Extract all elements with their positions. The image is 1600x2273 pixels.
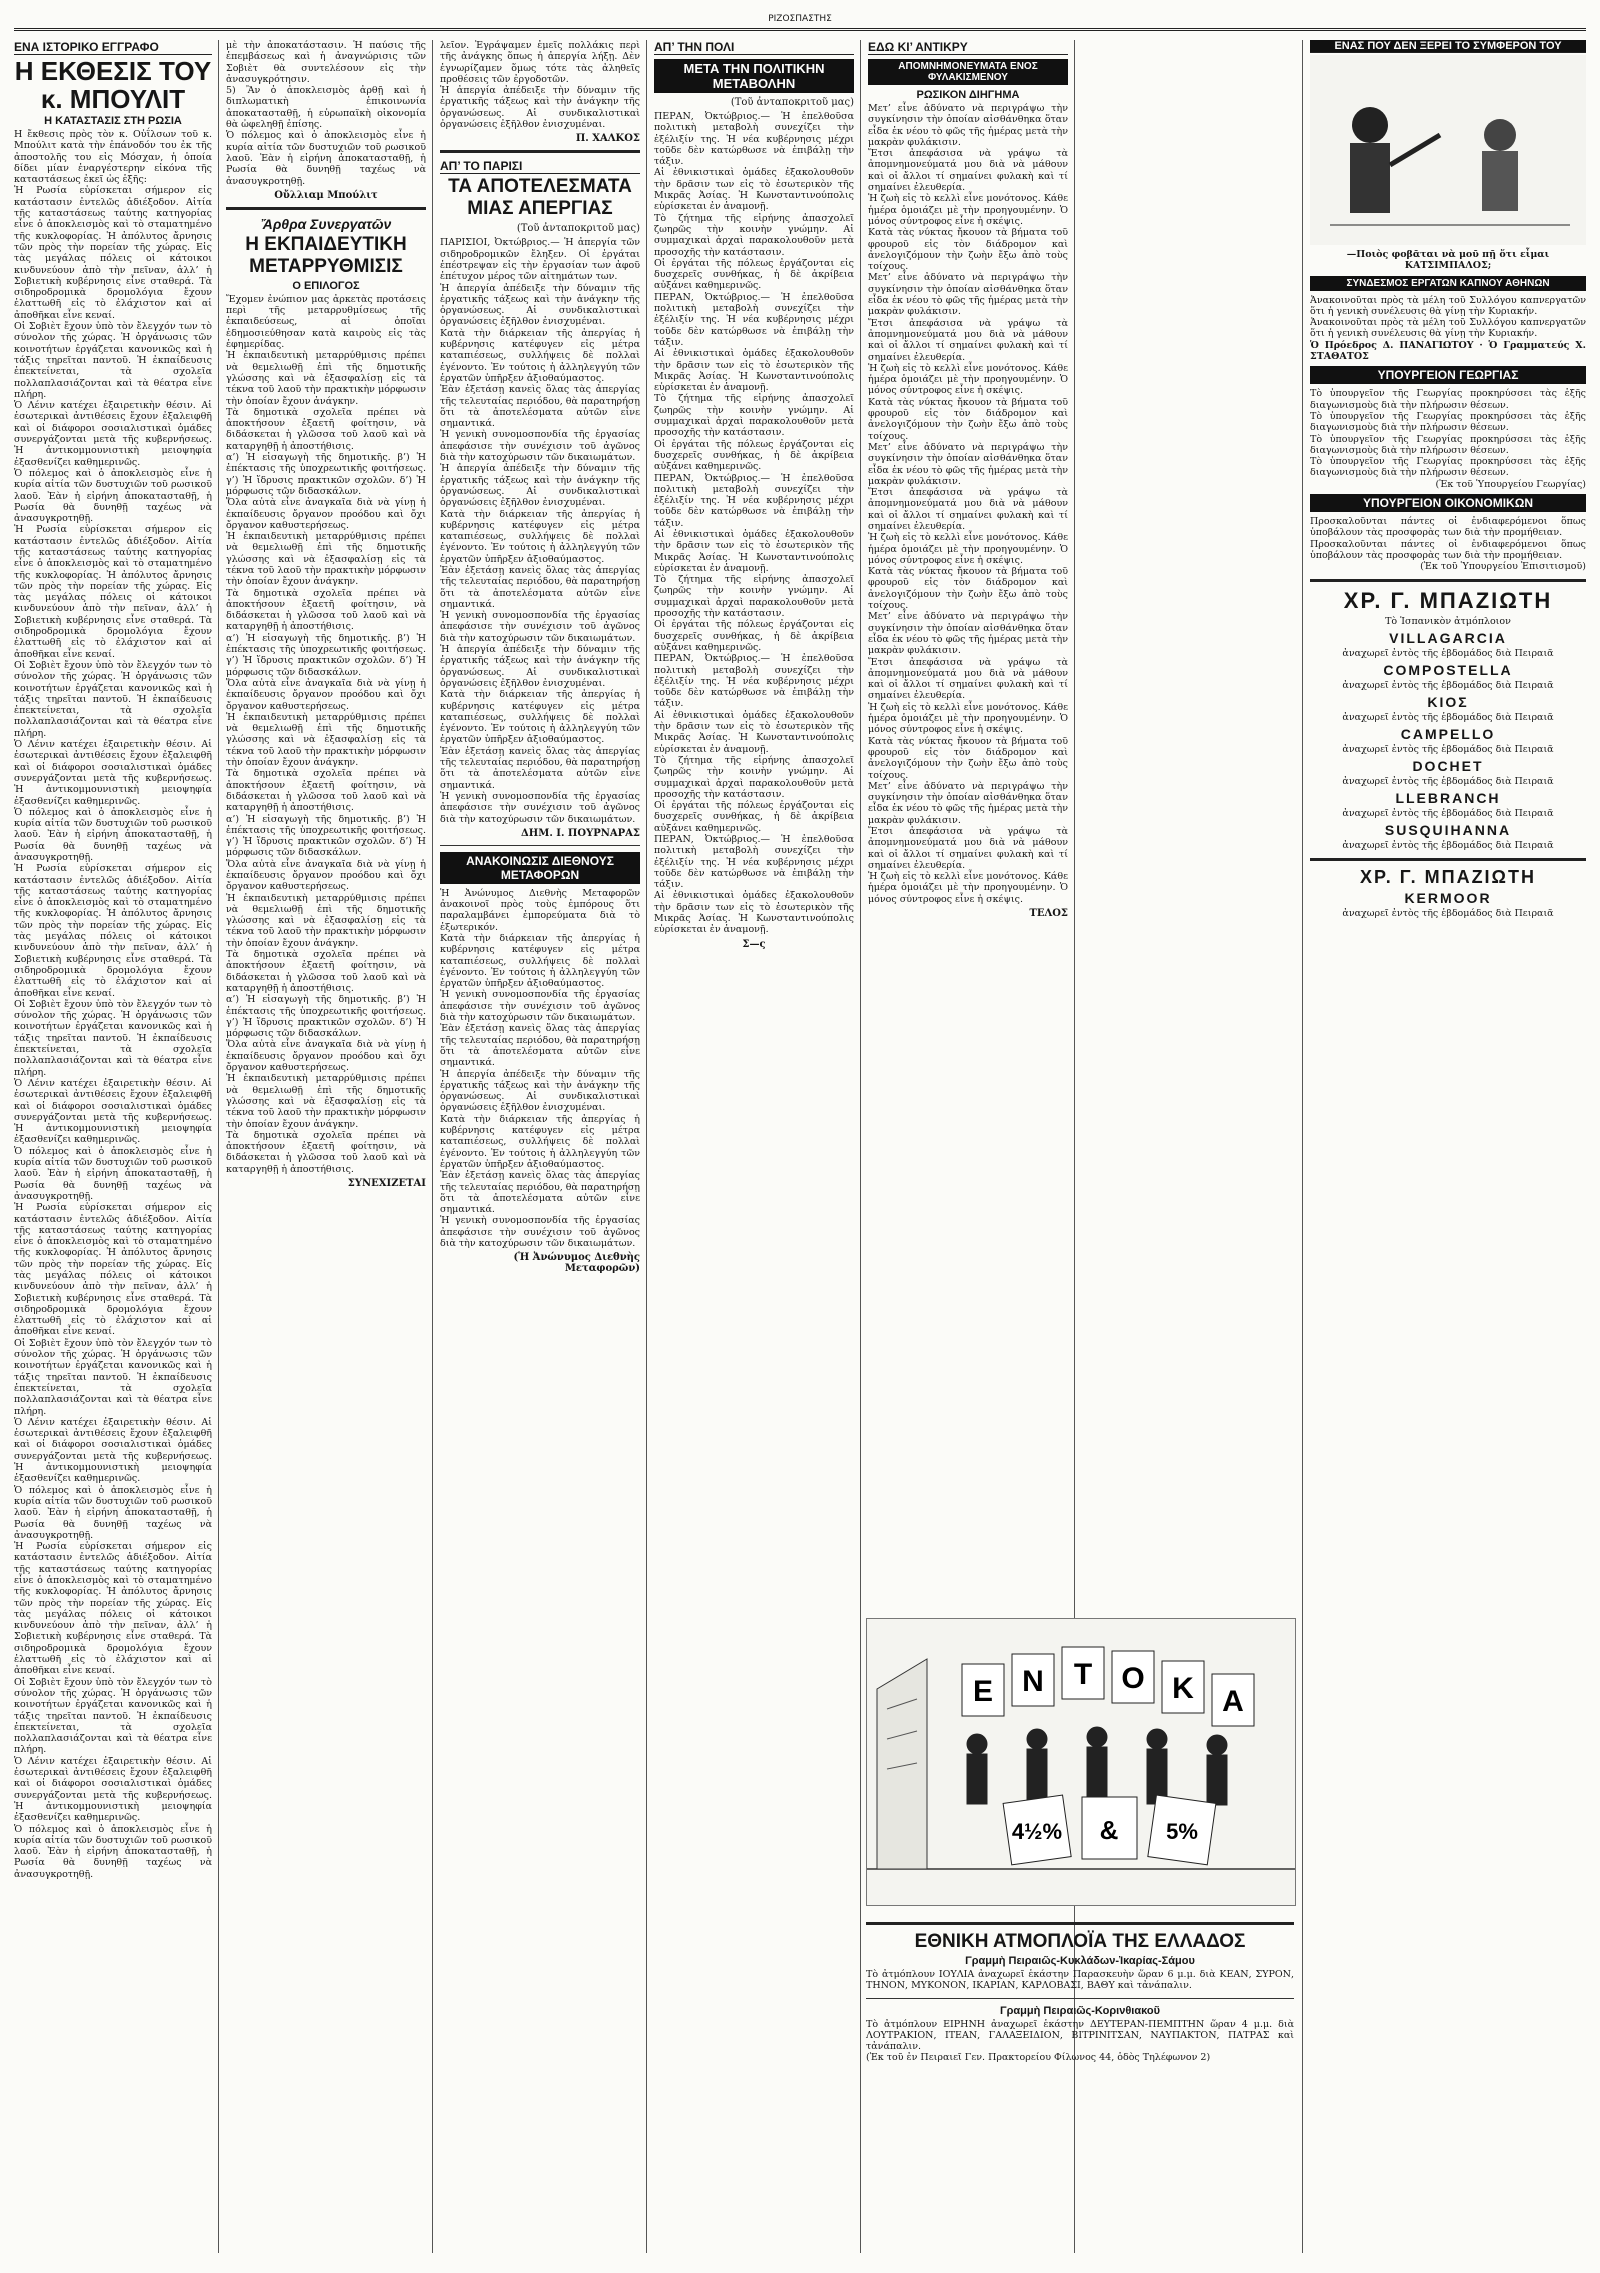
- correspondent: (Τοῦ ἀνταποκριτοῦ μας): [516, 223, 640, 235]
- flag-letter: K: [1172, 1672, 1194, 1705]
- ship-note: ἀναχωρεῖ ἐντὸς τῆς ἑβδομάδος διὰ Πειραιᾶ: [1342, 839, 1554, 851]
- headline: Η ΕΚΘΕΣΙΣ ΤΟΥ κ. ΜΠΟΥΛΙΤ: [14, 56, 212, 114]
- column-rule: [432, 40, 433, 2253]
- paragraph: Ὅλα αὐτὰ εἶνε ἀναγκαῖα διὰ νὰ γίνῃ ἡ ἐκπαίδευσις ὄργανον προόδου καὶ ὄχι ὄργανον καθυστερήσεως.: [226, 497, 426, 531]
- paragraph: Τὸ ἀτμόπλουν ΙΟΥΛΙΑ ἀναχωρεῖ ἑκάστην Παρασκευὴν ὥραν 6 μ.μ. διὰ ΚΕΑΝ, ΣΥΡΟΝ, ΤΗΝΟΝ, ΜΥΚΟΝΟΝ, ΙΚΑΡΙΑΝ, ΚΑΡΛΟΒΑΣΙ, ΒΑΘΥ καὶ τἀνάπαλιν.: [866, 1969, 1294, 1992]
- paragraph: Ἡ ἐκπαιδευτικὴ μεταρρύθμισις πρέπει νὰ θεμελιωθῇ ἐπὶ τῆς δημοτικῆς γλώσσης καὶ νὰ ἐξασφαλίσῃ εἰς τὰ τέκνα τοῦ λαοῦ τὴν πρακτικὴν μόρφωσιν τὴν ὁποίαν ἔχουν ἀνάγκην.: [226, 892, 426, 949]
- article-prisoner-memoirs: [868, 40, 1068, 1573]
- paragraph: Ὁ πόλεμος καὶ ὁ ἀποκλεισμὸς εἶνε ἡ κυρία αἰτία τῶν δυστυχιῶν τοῦ ρωσικοῦ λαοῦ. Ἐὰν ἡ εἰρήνη ἀποκατασταθῇ, ἡ Ρωσία θὰ δυνηθῇ ταχέως νὰ ἀνασυγκροτηθῇ.: [14, 1145, 212, 1202]
- paragraph: Αἱ ἐθνικιστικαὶ ὁμάδες ἐξακολουθοῦν τὴν δρᾶσιν των εἰς τὸ ἐσωτερικὸν τῆς Μικρᾶς Ἀσίας. Ἡ Κωνσταντινούπολις εὑρίσκεται ἐν ἀναμονῇ.: [654, 348, 854, 394]
- right-cartoon-drawing: [1310, 55, 1586, 245]
- paragraph: Αἱ ἐθνικιστικαὶ ὁμάδες ἐξακολουθοῦν τὴν δρᾶσιν των εἰς τὸ ἐσωτερικὸν τῆς Μικρᾶς Ἀσίας. Ἡ Κωνσταντινούπολις εὑρίσκεται ἐν ἀναμονῇ.: [654, 709, 854, 755]
- paragraph: Ὁ Λένιν κατέχει ἐξαιρετικὴν θέσιν. Αἱ ἐσωτερικαὶ ἀντιθέσεις ἔχουν ἐξαλειφθῆ καὶ οἱ διάφοροι σοσιαλιστικαὶ ὁμάδες συνεργάζονται μετὰ τῆς κυβερνήσεως. Ἡ ἀντικομμουνιστικὴ μειοψηφία ἐξασθενίζει καθημερινῶς.: [14, 1755, 212, 1824]
- paragraph: Ἡ γενικὴ συνομοσπονδία τῆς ἐργασίας ἀπεφάσισε τὴν συνέχισιν τοῦ ἀγῶνος διὰ τὴν κατοχύρωσιν τῶν δικαιωμάτων.: [440, 610, 640, 644]
- flag-letter: E: [972, 1675, 994, 1708]
- paragraph: Τὸ ὑπουργεῖον τῆς Γεωργίας προκηρύσσει τὰς ἑξῆς διαγωνισμοὺς διὰ τὴν πλήρωσιν θέσεων.: [1310, 410, 1586, 434]
- paragraph: Ἡ γενικὴ συνομοσπονδία τῆς ἐργασίας ἀπεφάσισε τὴν συνέχισιν τοῦ ἀγῶνος διὰ τὴν κατοχύρωσιν τῶν δικαιωμάτων.: [440, 429, 640, 464]
- paragraph: Οἱ ἐργάται τῆς πόλεως ἐργάζονται εἰς δυσχερεῖς συνθήκας, ἡ δὲ ἀκρίβεια αὐξάνει καθημερινῶς.: [654, 619, 854, 653]
- column-rule: [860, 40, 861, 2253]
- paragraph: Κατὰ τὴν διάρκειαν τῆς ἀπεργίας ἡ κυβέρνησις κατέφυγεν εἰς μέτρα καταπιέσεως, συλλήψεις δὲ πολλαὶ ἐγένοντο. Ἐν τούτοις ἡ ἀλληλεγγύη τῶν ἐργατῶν ὑπῆρξεν ἀξιοθαύμαστος.: [440, 933, 640, 990]
- ship-name: COMPOSTELLA: [1383, 661, 1513, 678]
- ship-name: DOCHET: [1412, 757, 1484, 774]
- paragraph: Οἱ Σοβιὲτ ἔχουν ὑπὸ τὸν ἔλεγχόν των τὸ σύνολον τῆς χώρας. Ἡ ὀργάνωσις τῶν κοινοτήτων ἐργάζεται κανονικῶς καὶ ἡ τάξις τηρεῖται παντοῦ. Ἡ ἐκπαίδευσις ἐπεκτείνεται, τὰ σχολεῖα πολλαπλασιάζονται καὶ τὰ θέατρα εἶνε πλήρη.: [14, 659, 212, 739]
- paragraph: ΠΕΡΑΝ, Ὀκτώβριος.— Ἡ ἐπελθοῦσα πολιτικὴ μεταβολὴ συνεχίζει τὴν ἐξέλιξίν της. Ἡ νέα κυβέρνησις μέχρι τοῦδε δὲν κατώρθωσε νὰ ἐπιβάλῃ τὴν τάξιν.: [654, 653, 854, 710]
- political-cartoon: [866, 1618, 1296, 1906]
- article-education-reform: [226, 40, 426, 2253]
- paragraph: Τὸ ὑπουργεῖον τῆς Γεωργίας προκηρύσσει τὰς ἑξῆς διαγωνισμοὺς διὰ τὴν πλήρωσιν θέσεων.: [1310, 456, 1586, 479]
- paragraph: Ἔτσι ἀπεφάσισα νὰ γράψω τὰ ἀπομνημονεύματά μου διὰ νὰ μάθουν καὶ οἱ ἄλλοι τί σημαίνει φυλακὴ καὶ τί σημαίνει ἐλευθερία.: [868, 317, 1068, 363]
- paragraph: Οἱ ἐργάται τῆς πόλεως ἐργάζονται εἰς δυσχερεῖς συνθήκας, ἡ δὲ ἀκρίβεια αὐξάνει καθημερινῶς.: [654, 257, 854, 292]
- flag-letter: O: [1121, 1662, 1145, 1695]
- ship-note: ἀναχωρεῖ ἐντὸς τῆς ἑβδομάδος διὰ Πειραιᾶ: [1342, 807, 1554, 819]
- paragraph: α’) Ἡ εἰσαγωγὴ τῆς δημοτικῆς. β’) Ἡ ἐπέκτασις τῆς ὑποχρεωτικῆς φοιτήσεως. γ’) Ἡ ἵδρυσις πρακτικῶν σχολῶν. δ’) Ἡ μόρφωσις τῶν διδασκάλων.: [226, 994, 426, 1040]
- paragraph: Οἱ Σοβιὲτ ἔχουν ὑπὸ τὸν ἔλεγχόν των τὸ σύνολον τῆς χώρας. Ἡ ὀργάνωσις τῶν κοινοτήτων ἐργάζεται κανονικῶς καὶ ἡ τάξις τηρεῖται παντοῦ. Ἡ ἐκπαίδευσις ἐπεκτείνεται, τὰ σχολεῖα πολλαπλασιάζονται καὶ τὰ θέατρα εἶνε πλήρη.: [14, 321, 212, 400]
- column-rule: [646, 40, 647, 2253]
- kicker: ΕΔΩ ΚΙ’ ΑΝΤΙΚΡΥ: [868, 40, 1068, 55]
- paragraph: Ἔτσι ἀπεφάσισα νὰ γράψω τὰ ἀπομνημονεύματά μου διὰ νὰ μάθουν καὶ οἱ ἄλλοι τί σημαίνει φυλακὴ καὶ τί σημαίνει ἐλευθερία.: [868, 148, 1068, 194]
- paragraph: Προσκαλοῦνται πάντες οἱ ἐνδιαφερόμενοι ὅπως ὑποβάλουν τὰς προσφορὰς των διὰ τὴν προμήθειαν.: [1310, 538, 1586, 561]
- paragraph: Ὁ Λένιν κατέχει ἐξαιρετικὴν θέσιν. Αἱ ἐσωτερικαὶ ἀντιθέσεις ἔχουν ἐξαλειφθῆ καὶ οἱ διάφοροι σοσιαλιστικαὶ ὁμάδες συνεργάζονται μετὰ τῆς κυβερνήσεως. Ἡ ἀντικομμουνιστικὴ μειοψηφία ἐξασθενίζει καθημερινῶς.: [14, 1077, 212, 1146]
- paragraph: Προσκαλοῦνται πάντες οἱ ἐνδιαφερόμενοι ὅπως ὑποβάλουν τὰς προσφορὰς των διὰ τὴν προμήθειαν.: [1310, 516, 1586, 539]
- article-constantinople: [654, 40, 854, 1573]
- paragraph: ΠΕΡΑΝ, Ὀκτώβριος.— Ἡ ἐπελθοῦσα πολιτικὴ μεταβολὴ συνεχίζει τὴν ἐξέλιξίν της. Ἡ νέα κυβέρνησις μέχρι τοῦδε δὲν κατώρθωσε νὰ ἐπιβάλῃ τὴν τάξιν.: [654, 111, 854, 168]
- paragraph: λεῖον. Ἐγράψαμεν ἐμεῖς πολλάκις περὶ τῆς ἀνάγκης ὅπως ἡ ἀπεργία λήξῃ. Δὲν ἐγνωρίζαμεν ὅμως τότε τὰς ἀληθεῖς προθέσεις τῶν ἐργοδοτῶν.: [440, 40, 640, 85]
- ship-note: ἀναχωρεῖ ἐντὸς τῆς ἑβδομάδος διὰ Πειραιᾶ: [1342, 743, 1554, 755]
- signature: (Ἡ Ἀνώνυμος Διεθνὴς Μεταφορῶν): [513, 1252, 640, 1275]
- paragraph: Ἐὰν ἐξετάσῃ κανεὶς ὅλας τὰς ἀπεργίας τῆς τελευταίας περιόδου, θὰ παρατηρήσῃ ὅτι τὰ ἀποτελέσματα αὐτῶν εἶνε σημαντικά.: [440, 384, 640, 430]
- paragraph: Ἡ ἐκπαιδευτικὴ μεταρρύθμισις πρέπει νὰ θεμελιωθῇ ἐπὶ τῆς δημοτικῆς γλώσσης καὶ νὰ ἐξασφαλίσῃ εἰς τὰ τέκνα τοῦ λαοῦ τὴν πρακτικὴν μόρφωσιν τὴν ὁποίαν ἔχουν ἀνάγκην.: [226, 350, 426, 407]
- paragraph: Ἐὰν ἐξετάσῃ κανεὶς ὅλας τὰς ἀπεργίας τῆς τελευταίας περιόδου, θὰ παρατηρήσῃ ὅτι τὰ ἀποτελέσματα αὐτῶν εἶνε σημαντικά.: [440, 564, 640, 610]
- ship-note: ἀναχωρεῖ ἐντὸς τῆς ἑβδομάδος διὰ Πειραιᾶ: [1342, 711, 1554, 723]
- paragraph: Ὁ Λένιν κατέχει ἐξαιρετικὴν θέσιν. Αἱ ἐσωτερικαὶ ἀντιθέσεις ἔχουν ἐξαλειφθῆ καὶ οἱ διάφοροι σοσιαλιστικαὶ ὁμάδες συνεργάζονται μετὰ τῆς κυβερνήσεως. Ἡ ἀντικομμουνιστικὴ μειοψηφία ἐξασθενίζει καθημερινῶς.: [14, 739, 212, 807]
- column-rule: [1302, 40, 1303, 2253]
- kicker: ΑΠ’ ΤΟ ΠΑΡΙΣΙ: [440, 159, 640, 174]
- ship-name: ΚΙΟΣ: [1427, 693, 1469, 710]
- paragraph: Τὰ δημοτικὰ σχολεῖα πρέπει νὰ ἀποκτήσουν ἑξαετῆ φοίτησιν, νὰ διδάσκεται ἡ γλῶσσα τοῦ λαοῦ καὶ νὰ καταργηθῇ ἡ ἀποστήθισις.: [226, 1129, 426, 1175]
- ship-name: CAMPELLO: [1400, 725, 1496, 742]
- paragraph: ΠΕΡΑΝ, Ὀκτώβριος.— Ἡ ἐπελθοῦσα πολιτικὴ μεταβολὴ συνεχίζει τὴν ἐξέλιξίν της. Ἡ νέα κυβέρνησις μέχρι τοῦδε δὲν κατώρθωσε νὰ ἐπιβάλῃ τὴν τάξιν.: [654, 291, 854, 348]
- paragraph: Ὁ πόλεμος καὶ ὁ ἀποκλεισμὸς εἶνε ἡ κυρία αἰτία τῶν δυστυχιῶν τοῦ ρωσικοῦ λαοῦ. Ἐὰν ἡ εἰρήνη ἀποκατασταθῇ, ἡ Ρωσία θὰ δυνηθῇ ταχέως νὰ ἀνασυγκροτηθῇ.: [14, 1823, 212, 1880]
- paragraph: Τὸ ζήτημα τῆς εἰρήνης ἀπασχολεῖ ζωηρῶς τὴν κοινὴν γνώμην. Αἱ συμμαχικαὶ ἀρχαὶ παρακολουθοῦν μετὰ προσοχῆς τὴν κατάστασιν.: [654, 393, 854, 439]
- paragraph: Κατὰ τὴν διάρκειαν τῆς ἀπεργίας ἡ κυβέρνησις κατέφυγεν εἰς μέτρα καταπιέσεως, συλλήψεις δὲ πολλαὶ ἐγένοντο. Ἐν τούτοις ἡ ἀλληλεγγύη τῶν ἐργατῶν ὑπῆρξεν ἀξιοθαύμαστος.: [440, 1113, 640, 1170]
- paragraph: Τὸ ὑπουργεῖον τῆς Γεωργίας προκηρύσσει τὰς ἑξῆς διαγωνισμοὺς διὰ τὴν πλήρωσιν θέσεων.: [1310, 388, 1586, 411]
- notice-title: ΥΠΟΥΡΓΕΙΟΝ ΟΙΚΟΝΟΜΙΚΩΝ: [1310, 494, 1586, 512]
- paragraph: Ὁ Λένιν κατέχει ἐξαιρετικὴν θέσιν. Αἱ ἐσωτερικαὶ ἀντιθέσεις ἔχουν ἐξαλειφθῆ καὶ οἱ διάφοροι σοσιαλιστικαὶ ὁμάδες συνεργάζονται μετὰ τῆς κυβερνήσεως. Ἡ ἀντικομμουνιστικὴ μειοψηφία ἐξασθενίζει καθημερινῶς.: [14, 1416, 212, 1485]
- paragraph: Ὁ πόλεμος καὶ ὁ ἀποκλεισμὸς εἶνε ἡ κυρία αἰτία τῶν δυστυχιῶν τοῦ ρωσικοῦ λαοῦ. Ἐὰν ἡ εἰρήνη ἀποκατασταθῇ, ἡ Ρωσία θὰ δυνηθῇ ταχέως νὰ ἀνασυγκροτηθῇ.: [14, 1484, 212, 1541]
- ship-note: ἀναχωρεῖ ἐντὸς τῆς ἑβδομάδος διὰ Πειραιᾶ: [1342, 647, 1554, 659]
- paragraph: Τὸ ἀτμόπλουν ΕΙΡΗΝΗ ἀναχωρεῖ ἑκάστην ΔΕΥΤΕΡΑΝ-ΠΕΜΠΤΗΝ ὥραν 4 μ.μ. διὰ ΛΟΥΤΡΑΚΙΟΝ, ΙΤΕΑΝ, ΓΑΛΑΞΕΙΔΙΟΝ, ΒΙΤΡΙΝΙΤΣΑΝ, ΝΑΥΠΑΚΤΟΝ, ΠΑΤΡΑΣ καὶ τἀνάπαλιν.: [866, 2018, 1294, 2053]
- paragraph: Οἱ Σοβιὲτ ἔχουν ὑπὸ τὸν ἔλεγχόν των τὸ σύνολον τῆς χώρας. Ἡ ὀργάνωσις τῶν κοινοτήτων ἐργάζεται κανονικῶς καὶ ἡ τάξις τηρεῖται παντοῦ. Ἡ ἐκπαίδευσις ἐπεκτείνεται, τὰ σχολεῖα πολλαπλασιάζονται καὶ τὰ θέατρα εἶνε πλήρη.: [14, 1676, 212, 1756]
- paragraph: Ἡ ἐκπαιδευτικὴ μεταρρύθμισις πρέπει νὰ θεμελιωθῇ ἐπὶ τῆς δημοτικῆς γλώσσης καὶ νὰ ἐξασφαλίσῃ εἰς τὰ τέκνα τοῦ λαοῦ τὴν πρακτικὴν μόρφωσιν τὴν ὁποίαν ἔχουν ἀνάγκην.: [226, 1073, 426, 1130]
- masthead: ΡΙΖΟΣΠΑΣΤΗΣ: [14, 14, 1586, 31]
- agent-name: ΧΡ. Γ. ΜΠΑΖΙΩΤΗ: [1343, 587, 1553, 613]
- paragraph: Τὸ ὑπουργεῖον τῆς Γεωργίας προκηρύσσει τὰς ἑξῆς διαγωνισμοὺς διὰ τὴν πλήρωσιν θέσεων.: [1310, 433, 1586, 456]
- paragraph: Ἡ ζωὴ εἰς τὸ κελλὶ εἶνε μονότονος. Κάθε ἡμέρα ὁμοιάζει μὲ τὴν προηγουμένην. Ὁ μόνος σύντροφος εἶνε ἡ σκέψις.: [868, 701, 1068, 736]
- subheadline: Ο ΕΠΙΛΟΓΟΣ: [292, 279, 360, 292]
- shipping-title: ΕΘΝΙΚΗ ΑΤΜΟΠΛΟΪΑ ΤΗΣ ΕΛΛΑΔΟΣ: [914, 1931, 1246, 1952]
- column-rule: [218, 40, 219, 2253]
- signature: Π. ΧΑΛΚΟΣ: [575, 133, 640, 145]
- paragraph: Ἡ Ρωσία εὑρίσκεται σήμερον εἰς κατάστασιν ἐντελῶς ἀδιέξοδον. Αἰτία τῆς καταστάσεως ταύτης κατηγορίας εἶνε ὁ ἀποκλεισμὸς καὶ τὸ σταματημένο τῆς κυκλοφορίας. Ἡ ἀπόλυτος ἄρνησις τῶν πρὸς τὴν πορείαν τῆς χώρας. Εἰς τὰς μεγάλας πόλεις οἱ κάτοικοι κινδυνεύουν ἀπὸ τὴν πεῖναν, ἀλλ’ ἡ Σοβιετικὴ κυβέρνησις εἶνε σταθερά. Τὰ σιδηροδρομικὰ δρομολόγια ἔχουν ἐλαττωθῆ εἰς τὸ ἐλάχιστον καὶ αἱ ἀποθῆκαι εἶνε κεναί.: [14, 1541, 212, 1677]
- headline: ΜΕΤΑ ΤΗΝ ΠΟΛΙΤΙΚΗΝ ΜΕΤΑΒΟΛΗΝ: [654, 59, 854, 93]
- paragraph: 5) Ἂν ὁ ἀποκλεισμὸς ἀρθῇ καὶ ἡ διπλωματικὴ ἐπικοινωνία ἀποκατασταθῇ, ἡ εὐρωπαϊκὴ οἰκονομία θὰ ὠφεληθῇ ἐπίσης.: [226, 85, 426, 131]
- paragraph: Τὰ δημοτικὰ σχολεῖα πρέπει νὰ ἀποκτήσουν ἑξαετῆ φοίτησιν, νὰ διδάσκεται ἡ γλῶσσα τοῦ λαοῦ καὶ νὰ καταργηθῇ ἡ ἀποστήθισις.: [226, 768, 426, 814]
- paragraph: Ὅλα αὐτὰ εἶνε ἀναγκαῖα διὰ νὰ γίνῃ ἡ ἐκπαίδευσις ὄργανον προόδου καὶ ὄχι ὄργανον καθυστερήσεως.: [226, 677, 426, 712]
- notice-title: ΣΥΝΔΕΣΜΟΣ ΕΡΓΑΤΩΝ ΚΑΠΝΟΥ ΑΘΗΝΩΝ: [1310, 276, 1586, 291]
- paragraph: ΠΑΡΙΣΙΟΙ, Ὀκτώβριος.— Ἡ ἀπεργία τῶν σιδηροδρομικῶν ἔληξεν. Οἱ ἐργάται ἐπέστρεψαν εἰς τὴν ἐργασίαν των ἀφοῦ ἐπέτυχον μέρος τῶν αἰτημάτων των.: [440, 237, 640, 283]
- article-bulit-report: [14, 40, 212, 2253]
- ship-name: KERMOOR: [1404, 889, 1492, 906]
- paragraph: Ἔτσι ἀπεφάσισα νὰ γράψω τὰ ἀπομνημονεύματά μου διὰ νὰ μάθουν καὶ οἱ ἄλλοι τί σημαίνει φυλακὴ καὶ τί σημαίνει ἐλευθερία.: [868, 656, 1068, 702]
- notice-title: ΥΠΟΥΡΓΕΙΟΝ ΓΕΩΡΓΙΑΣ: [1310, 366, 1586, 384]
- signature: Ὁ Πρόεδρος Δ. ΠΑΝΑΓΙΩΤΟΥ · Ὁ Γραμματεύς Χ. ΣΤΑΘΑΤΟΣ: [1310, 339, 1586, 363]
- paragraph: Αἱ ἐθνικιστικαὶ ὁμάδες ἐξακολουθοῦν τὴν δρᾶσιν των εἰς τὸ ἐσωτερικὸν τῆς Μικρᾶς Ἀσίας. Ἡ Κωνσταντινούπολις εὑρίσκεται ἐν ἀναμονῇ.: [654, 890, 854, 936]
- paragraph: Μετ’ εἶνε ἀδύνατο νὰ περιγράψω τὴν συγκίνησιν τὴν ὁποίαν αἰσθάνθηκα ὅταν εἶδα ἐκ νέου τὸ φῶς τῆς ἡμέρας μετὰ τὴν μακρὰν φυλάκισιν.: [868, 272, 1068, 318]
- paragraph: Τὰ δημοτικὰ σχολεῖα πρέπει νὰ ἀποκτήσουν ἑξαετῆ φοίτησιν, νὰ διδάσκεται ἡ γλῶσσα τοῦ λαοῦ καὶ νὰ καταργηθῇ ἡ ἀποστήθισις.: [226, 949, 426, 994]
- paragraph: Ἡ ζωὴ εἰς τὸ κελλὶ εἶνε μονότονος. Κάθε ἡμέρα ὁμοιάζει μὲ τὴν προηγουμένην. Ὁ μόνος σύντροφος εἶνε ἡ σκέψις.: [868, 532, 1068, 566]
- placard-text: 4½%: [1011, 1819, 1063, 1844]
- agent-name: ΧΡ. Γ. ΜΠΑΖΙΩΤΗ: [1360, 866, 1536, 887]
- paragraph: ΠΕΡΑΝ, Ὀκτώβριος.— Ἡ ἐπελθοῦσα πολιτικὴ μεταβολὴ συνεχίζει τὴν ἐξέλιξίν της. Ἡ νέα κυβέρνησις μέχρι τοῦδε δὲν κατώρθωσε νὰ ἐπιβάλῃ τὴν τάξιν.: [654, 834, 854, 891]
- signature: Σ—ς: [742, 938, 766, 950]
- subheadline: ΡΩΣΙΚΟΝ ΔΙΗΓΗΜΑ: [916, 89, 1020, 101]
- shipping-advertisement: [866, 1922, 1294, 2251]
- paragraph: Κατὰ τὴν διάρκειαν τῆς ἀπεργίας ἡ κυβέρνησις κατέφυγεν εἰς μέτρα καταπιέσεως, συλλήψεις δὲ πολλαὶ ἐγένοντο. Ἐν τούτοις ἡ ἀλληλεγγύη τῶν ἐργατῶν ὑπῆρξεν ἀξιοθαύμαστος.: [440, 327, 640, 384]
- paragraph: Κατὰ τὰς νύκτας ἤκουον τὰ βήματα τοῦ φρουροῦ εἰς τὸν διάδρομον καὶ ἀνελογιζόμουν τὴν ζωὴν ἔξω ἀπὸ τοὺς τοίχους.: [868, 396, 1068, 442]
- percent-placards: [1003, 1795, 1216, 1865]
- paragraph: Ἡ ἀπεργία ἀπέδειξε τὴν δύναμιν τῆς ἐργατικῆς τάξεως καὶ τὴν ἀνάγκην τῆς ὀργανώσεως. Αἱ συνδικαλιστικαὶ ὀργανώσεις ἐξῆλθον ἐνισχυμέναι.: [440, 282, 640, 328]
- cartoon-drawing: [867, 1619, 1295, 1905]
- kicker: ΑΠ’ ΤΗΝ ΠΟΛΙ: [654, 40, 854, 55]
- signature: ΤΕΛΟΣ: [1029, 908, 1068, 920]
- paragraph: Ἐὰν ἐξετάσῃ κανεὶς ὅλας τὰς ἀπεργίας τῆς τελευταίας περιόδου, θὰ παρατηρήσῃ ὅτι τὰ ἀποτελέσματα αὐτῶν εἶνε σημαντικά.: [440, 1170, 640, 1216]
- paragraph: Ὁ Λένιν κατέχει ἐξαιρετικὴν θέσιν. Αἱ ἐσωτερικαὶ ἀντιθέσεις ἔχουν ἐξαλειφθῆ καὶ οἱ διάφοροι σοσιαλιστικαὶ ὁμάδες συνεργάζονται μετὰ τῆς κυβερνήσεως. Ἡ ἀντικομμουνιστικὴ μειοψηφία ἐξασθενίζει καθημερινῶς.: [14, 400, 212, 468]
- paragraph: Μετ’ εἶνε ἀδύνατο νὰ περιγράψω τὴν συγκίνησιν τὴν ὁποίαν αἰσθάνθηκα ὅταν εἶδα ἐκ νέου τὸ φῶς τῆς ἡμέρας μετὰ τὴν μακρὰν φυλάκισιν.: [868, 780, 1068, 826]
- paragraph: Ἡ ζωὴ εἰς τὸ κελλὶ εἶνε μονότονος. Κάθε ἡμέρα ὁμοιάζει μὲ τὴν προηγουμένην. Ὁ μόνος σύντροφος εἶνε ἡ σκέψις.: [868, 193, 1068, 227]
- paragraph: Αἱ ἐθνικιστικαὶ ὁμάδες ἐξακολουθοῦν τὴν δρᾶσιν των εἰς τὸ ἐσωτερικὸν τῆς Μικρᾶς Ἀσίας. Ἡ Κωνσταντινούπολις εὑρίσκεται ἐν ἀναμονῇ.: [654, 528, 854, 574]
- paragraph: Ἡ ἐκπαιδευτικὴ μεταρρύθμισις πρέπει νὰ θεμελιωθῇ ἐπὶ τῆς δημοτικῆς γλώσσης καὶ νὰ ἐξασφαλίσῃ εἰς τὰ τέκνα τοῦ λαοῦ τὴν πρακτικὴν μόρφωσιν τὴν ὁποίαν ἔχουν ἀνάγκην.: [226, 531, 426, 588]
- paragraph: Τὸ ζήτημα τῆς εἰρήνης ἀπασχολεῖ ζωηρῶς τὴν κοινὴν γνώμην. Αἱ συμμαχικαὶ ἀρχαὶ παρακολουθοῦν μετὰ προσοχῆς τὴν κατάστασιν.: [654, 574, 854, 620]
- right-column: [1310, 40, 1586, 2253]
- paragraph: Ἔχομεν ἐνώπιον μας ἀρκετὰς προτάσεις περὶ τῆς μεταρρυθμίσεως τῆς ἐκπαιδεύσεως, αἱ ὁποῖαι ἐδημοσιεύθησαν κατὰ καιροὺς εἰς τὰς ἐφημερίδας.: [226, 293, 426, 351]
- ship-name: LLEBRANCH: [1395, 789, 1501, 806]
- paragraph: Ὁ πόλεμος καὶ ὁ ἀποκλεισμὸς εἶνε ἡ κυρία αἰτία τῶν δυστυχιῶν τοῦ ρωσικοῦ λαοῦ. Ἐὰν ἡ εἰρήνη ἀποκατασταθῇ, ἡ Ρωσία θὰ δυνηθῇ ταχέως νὰ ἀνασυγκροτηθῇ.: [14, 467, 212, 525]
- paragraph: Ἐὰν ἐξετάσῃ κανεὶς ὅλας τὰς ἀπεργίας τῆς τελευταίας περιόδου, θὰ παρατηρήσῃ ὅτι τὰ ἀποτελέσματα αὐτῶν εἶνε σημαντικά.: [440, 745, 640, 791]
- paragraph: Κατὰ τὰς νύκτας ἤκουον τὰ βήματα τοῦ φρουροῦ εἰς τὸν διάδρομον καὶ ἀνελογιζόμουν τὴν ζωὴν ἔξω ἀπὸ τοὺς τοίχους.: [868, 227, 1068, 273]
- section-byline: Ἄρθρα Συνεργατῶν: [260, 215, 392, 232]
- paragraph: Οἱ Σοβιὲτ ἔχουν ὑπὸ τὸν ἔλεγχόν των τὸ σύνολον τῆς χώρας. Ἡ ὀργάνωσις τῶν κοινοτήτων ἐργάζεται κανονικῶς καὶ ἡ τάξις τηρεῖται παντοῦ. Ἡ ἐκπαίδευσις ἐπεκτείνεται, τὰ σχολεῖα πολλαπλασιάζονται καὶ τὰ θέατρα εἶνε πλήρη.: [14, 1337, 212, 1417]
- paragraph: Ἡ Ρωσία εὑρίσκεται σήμερον εἰς κατάστασιν ἐντελῶς ἀδιέξοδον. Αἰτία τῆς καταστάσεως ταύτης κατηγορίας εἶνε ὁ ἀποκλεισμὸς καὶ τὸ σταματημένο τῆς κυκλοφορίας. Ἡ ἀπόλυτος ἄρνησις τῶν πρὸς τὴν πορείαν τῆς χώρας. Εἰς τὰς μεγάλας πόλεις οἱ κάτοικοι κινδυνεύουν ἀπὸ τὴν πεῖναν, ἀλλ’ ἡ Σοβιετικὴ κυβέρνησις εἶνε σταθερά. Τὰ σιδηροδρομικὰ δρομολόγια ἔχουν ἐλαττωθῆ εἰς τὸ ἐλάχιστον καὶ αἱ ἀποθῆκαι εἶνε κεναί.: [14, 524, 212, 660]
- paragraph: Η ἔκθεσις πρὸς τὸν κ. Οὐΐλσων τοῦ κ. Μπούλιτ κατὰ τὴν ἐπάνοδόν του ἐκ τῆς ἀποστολῆς του εἰς Μόσχαν, ἡ ὁποία δίδει μίαν ἐναργέστερην εἰκόνα τῆς καταστάσεως ἐκεῖ ὡς ἑξῆς:: [14, 129, 212, 186]
- article-paris-strike: [440, 40, 640, 2253]
- headline: ΤΑ ΑΠΟΤΕΛΕΣΜΑΤΑ ΜΙΑΣ ΑΠΕΡΓΙΑΣ: [448, 176, 632, 220]
- paragraph: Ἡ Ἀνώνυμος Διεθνὴς Μεταφορῶν ἀνακοινοῖ πρὸς τοὺς ἐμπόρους ὅτι παραλαμβάνει ἐμπορεύματα διὰ τὸ ἐξωτερικόν.: [440, 887, 640, 933]
- paragraph: Ἔτσι ἀπεφάσισα νὰ γράψω τὰ ἀπομνημονεύματά μου διὰ νὰ μάθουν καὶ οἱ ἄλλοι τί σημαίνει φυλακὴ καὶ τί σημαίνει ἐλευθερία.: [868, 826, 1068, 871]
- paragraph: Ἡ Ρωσία εὑρίσκεται σήμερον εἰς κατάστασιν ἐντελῶς ἀδιέξοδον. Αἰτία τῆς καταστάσεως ταύτης κατηγορίας εἶνε ὁ ἀποκλεισμὸς καὶ τὸ σταματημένο τῆς κυκλοφορίας. Ἡ ἀπόλυτος ἄρνησις τῶν πρὸς τὴν πορείαν τῆς χώρας. Εἰς τὰς μεγάλας πόλεις οἱ κάτοικοι κινδυνεύουν ἀπὸ τὴν πεῖναν, ἀλλ’ ἡ Σοβιετικὴ κυβέρνησις εἶνε σταθερά. Τὰ σιδηροδρομικὰ δρομολόγια ἔχουν ἐλαττωθῆ εἰς τὸ ἐλάχιστον καὶ αἱ ἀποθῆκαι εἶνε κεναί.: [14, 863, 212, 999]
- paragraph: Μετ’ εἶνε ἀδύνατο νὰ περιγράψω τὴν συγκίνησιν τὴν ὁποίαν αἰσθάνθηκα ὅταν εἶδα ἐκ νέου τὸ φῶς τῆς ἡμέρας μετὰ τὴν μακρὰν φυλάκισιν.: [868, 441, 1068, 487]
- paragraph: Ὁ πόλεμος καὶ ὁ ἀποκλεισμὸς εἶνε ἡ κυρία αἰτία τῶν δυστυχιῶν τοῦ ρωσικοῦ λαοῦ. Ἐὰν ἡ εἰρήνη ἀποκατασταθῇ, ἡ Ρωσία θὰ δυνηθῇ ταχέως νὰ ἀνασυγκροτηθῇ.: [226, 130, 426, 187]
- paragraph: μὲ τὴν ἀποκατάστασιν. Ἡ παύσις τῆς ἐπεμβάσεως καὶ ἡ ἀναγνώρισις τῶν Σοβιὲτ θὰ συντελέσουν εἰς τὴν ἀνασυγκρότησιν.: [226, 40, 426, 85]
- signature: Οὔλλιαμ Μπούλιτ: [274, 189, 378, 201]
- paragraph: Κατὰ τὰς νύκτας ἤκουον τὰ βήματα τοῦ φρουροῦ εἰς τὸν διάδρομον καὶ ἀνελογιζόμουν τὴν ζωὴν ἔξω ἀπὸ τοὺς τοίχους.: [868, 566, 1068, 612]
- paragraph: Ὅλα αὐτὰ εἶνε ἀναγκαῖα διὰ νὰ γίνῃ ἡ ἐκπαίδευσις ὄργανον προόδου καὶ ὄχι ὄργανον καθυστερήσεως.: [226, 1039, 426, 1074]
- paragraph: α’) Ἡ εἰσαγωγὴ τῆς δημοτικῆς. β’) Ἡ ἐπέκτασις τῆς ὑποχρεωτικῆς φοιτήσεως. γ’) Ἡ ἵδρυσις πρακτικῶν σχολῶν. δ’) Ἡ μόρφωσις τῶν διδασκάλων.: [226, 813, 426, 859]
- paragraph: Αἱ ἐθνικιστικαὶ ὁμάδες ἐξακολουθοῦν τὴν δρᾶσιν των εἰς τὸ ἐσωτερικὸν τῆς Μικρᾶς Ἀσίας. Ἡ Κωνσταντινούπολις εὑρίσκεται ἐν ἀναμονῇ.: [654, 167, 854, 213]
- paragraph: Ἐὰν ἐξετάσῃ κανεὶς ὅλας τὰς ἀπεργίας τῆς τελευταίας περιόδου, θὰ παρατηρήσῃ ὅτι τὰ ἀποτελέσματα αὐτῶν εἶνε σημαντικά.: [440, 1023, 640, 1069]
- cartoon-caption: —Ποιὸς φοβᾶται νὰ μοῦ πῇ ὅτι εἶμαι ΚΑΤΣΙΜΠΑΛΟΣ;: [1346, 249, 1550, 272]
- shipping-line: Γραμμὴ Πειραιῶς-Κορινθιακοῦ: [1000, 2004, 1160, 2017]
- paragraph: Ἡ ἐκπαιδευτικὴ μεταρρύθμισις πρέπει νὰ θεμελιωθῇ ἐπὶ τῆς δημοτικῆς γλώσσης καὶ νὰ ἐξασφαλίσῃ εἰς τὰ τέκνα τοῦ λαοῦ τὴν πρακτικὴν μόρφωσιν τὴν ὁποίαν ἔχουν ἀνάγκην.: [226, 711, 426, 769]
- headline: Η ΕΚΠΑΙΔΕΥΤΙΚΗ ΜΕΤΑΡΡΥΘΜΙΣΙΣ: [245, 233, 407, 277]
- paragraph: (Ἐκ τοῦ ἐν Πειραιεῖ Γεν. Πρακτορείου Φίλωνος 44, ὁδὸς Τηλέφωνον 2): [866, 2052, 1211, 2064]
- paragraph: Ἡ ζωὴ εἰς τὸ κελλὶ εἶνε μονότονος. Κάθε ἡμέρα ὁμοιάζει μὲ τὴν προηγουμένην. Ὁ μόνος σύντροφος εἶνε ἡ σκέψις.: [868, 362, 1068, 397]
- paragraph: Ἔτσι ἀπεφάσισα νὰ γράψω τὰ ἀπομνημονεύματά μου διὰ νὰ μάθουν καὶ οἱ ἄλλοι τί σημαίνει φυλακὴ καὶ τί σημαίνει ἐλευθερία.: [868, 487, 1068, 532]
- paragraph: Τὸ ζήτημα τῆς εἰρήνης ἀπασχολεῖ ζωηρῶς τὴν κοινὴν γνώμην. Αἱ συμμαχικαὶ ἀρχαὶ παρακολουθοῦν μετὰ προσοχῆς τὴν κατάστασιν.: [654, 212, 854, 258]
- paragraph: Οἱ ἐργάται τῆς πόλεως ἐργάζονται εἰς δυσχερεῖς συνθήκας, ἡ δὲ ἀκρίβεια αὐξάνει καθημερινῶς.: [654, 800, 854, 834]
- cartoon-title: ΕΝΑΣ ΠΟΥ ΔΕΝ ΞΕΡΕΙ ΤΟ ΣΥΜΦΕΡΟΝ ΤΟΥ: [1310, 40, 1586, 53]
- paragraph: Ἡ Ρωσία εὑρίσκεται σήμερον εἰς κατάστασιν ἐντελῶς ἀδιέξοδον. Αἰτία τῆς καταστάσεως ταύτης κατηγορίας εἶνε ὁ ἀποκλεισμὸς καὶ τὸ σταματημένο τῆς κυκλοφορίας. Ἡ ἀπόλυτος ἄρνησις τῶν πρὸς τὴν πορείαν τῆς χώρας. Εἰς τὰς μεγάλας πόλεις οἱ κάτοικοι κινδυνεύουν ἀπὸ τὴν πεῖναν, ἀλλ’ ἡ Σοβιετικὴ κυβέρνησις εἶνε σταθερά. Τὰ σιδηροδρομικὰ δρομολόγια ἔχουν ἐλαττωθῆ εἰς τὸ ἐλάχιστον καὶ αἱ ἀποθῆκαι εἶνε κεναί.: [14, 185, 212, 321]
- paragraph: Ἀνακοινοῦται πρὸς τὰ μέλη τοῦ Συλλόγου καπνεργατῶν ὅτι ἡ γενικὴ συνέλευσις θὰ γίνῃ τὴν Κυριακήν.: [1310, 317, 1586, 340]
- paragraph: Ἀνακοινοῦται πρὸς τὰ μέλη τοῦ Συλλόγου καπνεργατῶν ὅτι ἡ γενικὴ συνέλευσις θὰ γίνῃ τὴν Κυριακήν.: [1310, 294, 1586, 317]
- flag-letter: T: [1073, 1658, 1093, 1691]
- placard-text: &: [1099, 1815, 1119, 1845]
- paragraph: Τὸ ζήτημα τῆς εἰρήνης ἀπασχολεῖ ζωηρῶς τὴν κοινὴν γνώμην. Αἱ συμμαχικαὶ ἀρχαὶ παρακολουθοῦν μετὰ προσοχῆς τὴν κατάστασιν.: [654, 754, 854, 800]
- paragraph: Ἡ ἀπεργία ἀπέδειξε τὴν δύναμιν τῆς ἐργατικῆς τάξεως καὶ τὴν ἀνάγκην τῆς ὀργανώσεως. Αἱ συνδικαλιστικαὶ ὀργανώσεις ἐξῆλθον ἐνισχυμέναι.: [440, 1068, 640, 1114]
- ship-intro: Τὸ Ἱσπανικὸν ἀτμόπλοιον: [1385, 615, 1511, 627]
- ship-note: ἀναχωρεῖ ἐντὸς τῆς ἑβδομάδος διὰ Πειραιᾶ: [1342, 679, 1554, 691]
- paragraph: α’) Ἡ εἰσαγωγὴ τῆς δημοτικῆς. β’) Ἡ ἐπέκτασις τῆς ὑποχρεωτικῆς φοιτήσεως. γ’) Ἡ ἵδρυσις πρακτικῶν σχολῶν. δ’) Ἡ μόρφωσις τῶν διδασκάλων.: [226, 632, 426, 678]
- paragraph: Ἡ ἀπεργία ἀπέδειξε τὴν δύναμιν τῆς ἐργατικῆς τάξεως καὶ τὴν ἀνάγκην τῆς ὀργανώσεως. Αἱ συνδικαλιστικαὶ ὀργανώσεις ἐξῆλθον ἐνισχυμέναι.: [440, 644, 640, 689]
- paragraph: Ἡ γενικὴ συνομοσπονδία τῆς ἐργασίας ἀπεφάσισε τὴν συνέχισιν τοῦ ἀγῶνος διὰ τὴν κατοχύρωσιν τῶν δικαιωμάτων.: [440, 989, 640, 1024]
- signature: (Ἐκ τοῦ Ὑπουργείου Ἐπισιτισμοῦ): [1420, 561, 1586, 573]
- paragraph: Οἱ Σοβιὲτ ἔχουν ὑπὸ τὸν ἔλεγχόν των τὸ σύνολον τῆς χώρας. Ἡ ὀργάνωσις τῶν κοινοτήτων ἐργάζεται κανονικῶς καὶ ἡ τάξις τηρεῖται παντοῦ. Ἡ ἐκπαίδευσις ἐπεκτείνεται, τὰ σχολεῖα πολλαπλασιάζονται καὶ τὰ θέατρα εἶνε πλήρη.: [14, 998, 212, 1078]
- signature: (Ἐκ τοῦ Ὑπουργείου Γεωργίας): [1435, 478, 1586, 490]
- ship-note: ἀναχωρεῖ ἐντὸς τῆς ἑβδομάδος διὰ Πειραιᾶ: [1342, 907, 1554, 919]
- paragraph: Τὰ δημοτικὰ σχολεῖα πρέπει νὰ ἀποκτήσουν ἑξαετῆ φοίτησιν, νὰ διδάσκεται ἡ γλῶσσα τοῦ λαοῦ καὶ νὰ καταργηθῇ ἡ ἀποστήθισις.: [226, 587, 426, 633]
- paragraph: Ἡ γενικὴ συνομοσπονδία τῆς ἐργασίας ἀπεφάσισε τὴν συνέχισιν τοῦ ἀγῶνος διὰ τὴν κατοχύρωσιν τῶν δικαιωμάτων.: [440, 1215, 640, 1250]
- paragraph: Ἡ Ρωσία εὑρίσκεται σήμερον εἰς κατάστασιν ἐντελῶς ἀδιέξοδον. Αἰτία τῆς καταστάσεως ταύτης κατηγορίας εἶνε ὁ ἀποκλεισμὸς καὶ τὸ σταματημένο τῆς κυκλοφορίας. Ἡ ἀπόλυτος ἄρνησις τῶν πρὸς τὴν πορείαν τῆς χώρας. Εἰς τὰς μεγάλας πόλεις οἱ κάτοικοι κινδυνεύουν ἀπὸ τὴν πεῖναν, ἀλλ’ ἡ Σοβιετικὴ κυβέρνησις εἶνε σταθερά. Τὰ σιδηροδρομικὰ δρομολόγια ἔχουν ἐλαττωθῆ εἰς τὸ ἐλάχιστον καὶ αἱ ἀποθῆκαι εἶνε κεναί.: [14, 1202, 212, 1338]
- flag-letter: N: [1022, 1665, 1044, 1698]
- paragraph: Οἱ ἐργάται τῆς πόλεως ἐργάζονται εἰς δυσχερεῖς συνθήκας, ἡ δὲ ἀκρίβεια αὐξάνει καθημερινῶς.: [654, 438, 854, 473]
- paragraph: Ἡ ζωὴ εἰς τὸ κελλὶ εἶνε μονότονος. Κάθε ἡμέρα ὁμοιάζει μὲ τὴν προηγουμένην. Ὁ μόνος σύντροφος εἶνε ἡ σκέψις.: [868, 871, 1068, 905]
- paragraph: Κατὰ τὴν διάρκειαν τῆς ἀπεργίας ἡ κυβέρνησις κατέφυγεν εἰς μέτρα καταπιέσεως, συλλήψεις δὲ πολλαὶ ἐγένοντο. Ἐν τούτοις ἡ ἀλληλεγγύη τῶν ἐργατῶν ὑπῆρξεν ἀξιοθαύμαστος.: [440, 689, 640, 746]
- paragraph: Κατὰ τὰς νύκτας ἤκουον τὰ βήματα τοῦ φρουροῦ εἰς τὸν διάδρομον καὶ ἀνελογιζόμουν τὴν ζωὴν ἔξω ἀπὸ τοὺς τοίχους.: [868, 735, 1068, 781]
- paragraph: Ἡ ἀπεργία ἀπέδειξε τὴν δύναμιν τῆς ἐργατικῆς τάξεως καὶ τὴν ἀνάγκην τῆς ὀργανώσεως. Αἱ συνδικαλιστικαὶ ὀργανώσεις ἐξῆλθον ἐνισχυμέναι.: [440, 463, 640, 509]
- subheadline: Η ΚΑΤΑΣΤΑΣΙΣ ΣΤΗ ΡΩΣΙΑ: [44, 115, 182, 127]
- paragraph: Μετ’ εἶνε ἀδύνατο νὰ περιγράψω τὴν συγκίνησιν τὴν ὁποίαν αἰσθάνθηκα ὅταν εἶδα ἐκ νέου τὸ φῶς τῆς ἡμέρας μετὰ τὴν μακρὰν φυλάκισιν.: [868, 103, 1068, 148]
- paragraph: Τὰ δημοτικὰ σχολεῖα πρέπει νὰ ἀποκτήσουν ἑξαετῆ φοίτησιν, νὰ διδάσκεται ἡ γλῶσσα τοῦ λαοῦ καὶ νὰ καταργηθῇ ἡ ἀποστήθισις.: [226, 406, 426, 452]
- notice-title: ΑΝΑΚΟΙΝΩΣΙΣ ΔΙΕΘΝΟΥΣ ΜΕΤΑΦΟΡΩΝ: [440, 852, 640, 884]
- paragraph: ΠΕΡΑΝ, Ὀκτώβριος.— Ἡ ἐπελθοῦσα πολιτικὴ μεταβολὴ συνεχίζει τὴν ἐξέλιξίν της. Ἡ νέα κυβέρνησις μέχρι τοῦδε δὲν κατώρθωσε νὰ ἐπιβάλῃ τὴν τάξιν.: [654, 472, 854, 529]
- paragraph: Ἡ γενικὴ συνομοσπονδία τῆς ἐργασίας ἀπεφάσισε τὴν συνέχισιν τοῦ ἀγῶνος διὰ τὴν κατοχύρωσιν τῶν δικαιωμάτων.: [440, 790, 640, 825]
- shipping-line: Γραμμὴ Πειραιῶς-Κυκλάδων-Ἰκαρίας-Σάμου: [965, 1955, 1195, 1967]
- signature: ΣΥΝΕΧΙΖΕΤΑΙ: [347, 1178, 426, 1190]
- paragraph: Ὁ πόλεμος καὶ ὁ ἀποκλεισμὸς εἶνε ἡ κυρία αἰτία τῶν δυστυχιῶν τοῦ ρωσικοῦ λαοῦ. Ἐὰν ἡ εἰρήνη ἀποκατασταθῇ, ἡ Ρωσία θὰ δυνηθῇ ταχέως νὰ ἀνασυγκροτηθῇ.: [14, 806, 212, 863]
- headline: ΑΠΟΜΝΗΜΟΝΕΥΜΑΤΑ ΕΝΟΣ ΦΥΛΑΚΙΣΜΕΝΟΥ: [868, 59, 1068, 85]
- paragraph: Κατὰ τὴν διάρκειαν τῆς ἀπεργίας ἡ κυβέρνησις κατέφυγεν εἰς μέτρα καταπιέσεως, συλλήψεις δὲ πολλαὶ ἐγένοντο. Ἐν τούτοις ἡ ἀλληλεγγύη τῶν ἐργατῶν ὑπῆρξεν ἀξιοθαύμαστος.: [440, 508, 640, 565]
- paragraph: Μετ’ εἶνε ἀδύνατο νὰ περιγράψω τὴν συγκίνησιν τὴν ὁποίαν αἰσθάνθηκα ὅταν εἶδα ἐκ νέου τὸ φῶς τῆς ἡμέρας μετὰ τὴν μακρὰν φυλάκισιν.: [868, 611, 1068, 657]
- correspondent: (Τοῦ ἀνταποκριτοῦ μας): [730, 97, 854, 108]
- signature: ΔΗΜ. Ι. ΠΟΥΡΝΑΡΑΣ: [521, 827, 640, 839]
- placard-text: 5%: [1166, 1819, 1198, 1844]
- paragraph: α’) Ἡ εἰσαγωγὴ τῆς δημοτικῆς. β’) Ἡ ἐπέκτασις τῆς ὑποχρεωτικῆς φοιτήσεως. γ’) Ἡ ἵδρυσις πρακτικῶν σχολῶν. δ’) Ἡ μόρφωσις τῶν διδασκάλων.: [226, 452, 426, 497]
- paragraph: Ἡ ἀπεργία ἀπέδειξε τὴν δύναμιν τῆς ἐργατικῆς τάξεως καὶ τὴν ἀνάγκην τῆς ὀργανώσεως. Αἱ συνδικαλιστικαὶ ὀργανώσεις ἐξῆλθον ἐνισχυμέναι.: [440, 85, 640, 131]
- ship-name: SUSQUIHANNA: [1384, 821, 1512, 838]
- ship-note: ἀναχωρεῖ ἐντὸς τῆς ἑβδομάδος διὰ Πειραιᾶ: [1342, 775, 1554, 787]
- flag-letter: A: [1222, 1685, 1244, 1718]
- ship-name: VILLAGARCIA: [1389, 629, 1507, 646]
- paragraph: Ὅλα αὐτὰ εἶνε ἀναγκαῖα διὰ νὰ γίνῃ ἡ ἐκπαίδευσις ὄργανον προόδου καὶ ὄχι ὄργανον καθυστερήσεως.: [226, 858, 426, 893]
- kicker: ΕΝΑ ΙΣΤΟΡΙΚΟ ΕΓΓΡΑΦΟ: [14, 40, 212, 55]
